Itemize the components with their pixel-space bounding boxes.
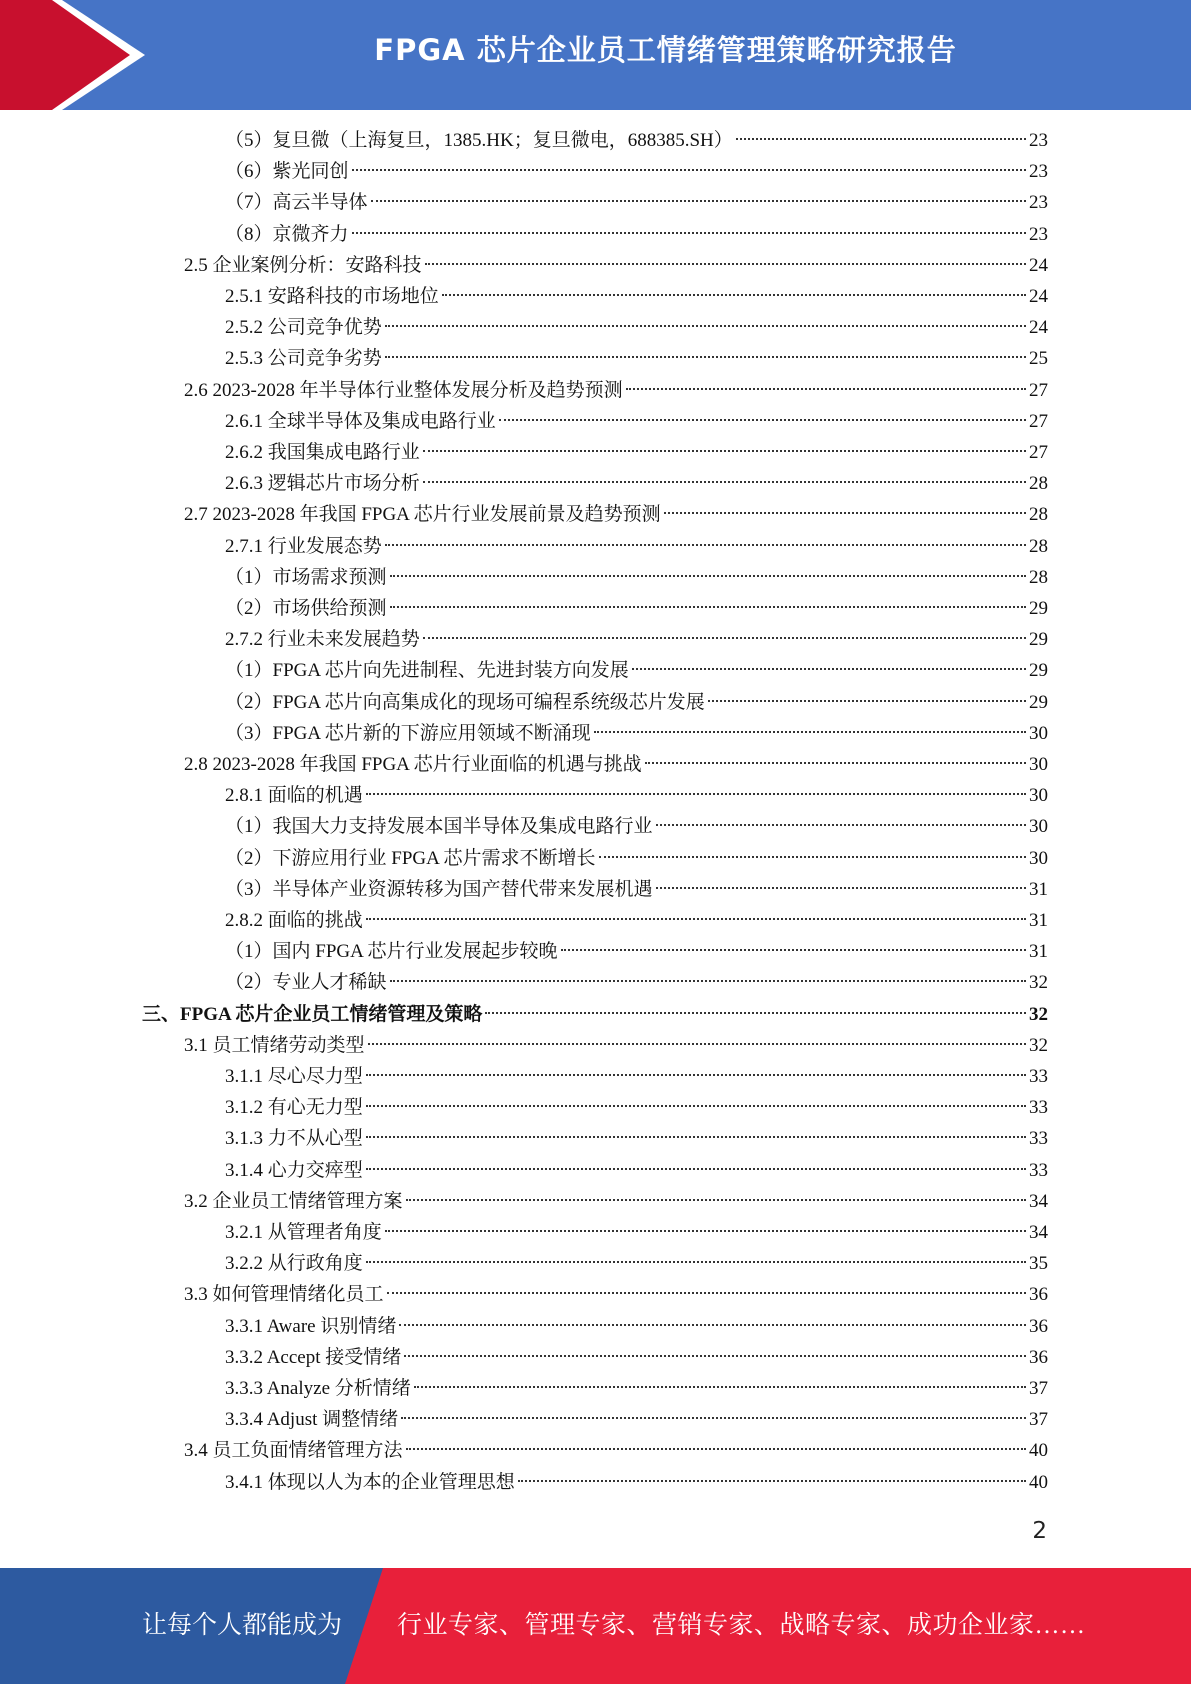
toc-entry[interactable] xyxy=(184,1280,1048,1310)
toc-dot-leader xyxy=(485,1012,1026,1014)
toc-entry-label: （1）我国大力支持发展本国半导体及集成电路行业 xyxy=(225,816,653,838)
toc-entry[interactable] xyxy=(184,1031,1048,1061)
toc-dot-leader xyxy=(425,263,1026,265)
toc-entry[interactable] xyxy=(225,937,1048,967)
toc-entry-page: 24 xyxy=(1029,254,1048,276)
toc-entry-label: （5）复旦微（上海复旦，1385.HK；复旦微电，688385.SH） xyxy=(225,130,733,151)
toc-dot-leader xyxy=(385,1230,1026,1232)
toc-dot-leader xyxy=(423,637,1026,639)
toc-dot-leader xyxy=(368,1043,1026,1045)
toc-dot-leader xyxy=(390,575,1026,577)
toc-dot-leader xyxy=(385,544,1026,546)
toc-entry-label: （2）FPGA 芯片向高集成化的现场可编程系统级芯片发展 xyxy=(225,691,705,713)
toc-dot-leader xyxy=(414,1386,1026,1388)
toc-entry-label: （2）市场供给预测 xyxy=(225,598,387,619)
toc-entry-label: 2.6.3 逻辑芯片市场分析 xyxy=(225,473,420,495)
toc-entry[interactable] xyxy=(225,968,1048,998)
toc-entry-label: 3.3.1 Aware 识别情绪 xyxy=(225,1315,397,1337)
toc-dot-leader xyxy=(645,762,1026,764)
toc-entry-page: 37 xyxy=(1029,1409,1048,1431)
toc-entry-page: 30 xyxy=(1029,816,1048,838)
toc-entry-label: 2.8.1 面临的机遇 xyxy=(225,785,363,807)
toc-entry-label: 3.4 员工负面情绪管理方法 xyxy=(184,1440,403,1462)
toc-entry[interactable] xyxy=(225,875,1048,905)
toc-entry[interactable] xyxy=(225,282,1048,312)
toc-entry-page: 32 xyxy=(1029,1003,1048,1025)
toc-entry-label: 2.7.2 行业未来发展趋势 xyxy=(225,629,420,651)
toc-entry-page: 34 xyxy=(1029,1222,1048,1243)
toc-entry-label: （8）京微齐力 xyxy=(225,223,349,245)
toc-entry-label: 3.1.4 心力交瘁型 xyxy=(225,1159,363,1181)
toc-entry[interactable] xyxy=(225,1093,1048,1123)
toc-entry[interactable] xyxy=(225,344,1048,374)
toc-entry-label: 3.3.4 Adjust 调整情绪 xyxy=(225,1409,399,1431)
toc-entry-page: 35 xyxy=(1029,1253,1048,1275)
toc-entry-label: （3）半导体产业资源转移为国产替代带来发展机遇 xyxy=(225,878,653,900)
toc-entry-page: 31 xyxy=(1029,878,1048,900)
toc-entry-label: 2.8.2 面临的挑战 xyxy=(225,910,363,931)
toc-entry-label: 3.3.2 Accept 接受情绪 xyxy=(225,1346,402,1368)
page-header xyxy=(0,0,1191,110)
toc-dot-leader xyxy=(387,1292,1026,1294)
toc-entry-page: 23 xyxy=(1029,161,1048,183)
toc-entry-page: 30 xyxy=(1029,754,1048,775)
toc-entry-page: 29 xyxy=(1029,660,1048,682)
toc-entry[interactable] xyxy=(225,1343,1048,1373)
toc-entry[interactable] xyxy=(184,376,1048,406)
toc-entry-page: 29 xyxy=(1029,691,1048,713)
toc-entry[interactable] xyxy=(142,1000,1048,1030)
toc-entry[interactable] xyxy=(225,126,1048,156)
toc-dot-leader xyxy=(366,1136,1026,1138)
toc-entry[interactable] xyxy=(225,1468,1048,1498)
toc-entry-page: 36 xyxy=(1029,1284,1048,1306)
toc-entry-page: 24 xyxy=(1029,286,1048,307)
toc-dot-leader xyxy=(599,856,1026,858)
toc-dot-leader xyxy=(518,1480,1026,1482)
toc-entry[interactable] xyxy=(225,812,1048,842)
toc-entry[interactable] xyxy=(225,906,1048,936)
toc-dot-leader xyxy=(561,949,1026,951)
toc-entry[interactable] xyxy=(225,688,1048,718)
toc-entry-page: 36 xyxy=(1029,1315,1048,1337)
toc-entry-label: 3.2.1 从管理者角度 xyxy=(225,1222,382,1243)
toc-dot-leader xyxy=(399,1324,1026,1326)
toc-entry[interactable] xyxy=(225,157,1048,187)
toc-entry-page: 30 xyxy=(1029,785,1048,807)
footer-slogan-left: 让每个人都能成为 xyxy=(142,1612,343,1639)
toc-entry-label: 2.5.2 公司竞争优势 xyxy=(225,317,382,339)
toc-entry-page: 31 xyxy=(1029,941,1048,963)
toc-entry[interactable] xyxy=(225,1374,1048,1404)
toc-entry-label: 2.7.1 行业发展态势 xyxy=(225,535,382,557)
toc-entry[interactable] xyxy=(225,313,1048,343)
toc-dot-leader xyxy=(371,200,1026,202)
toc-entry-page: 27 xyxy=(1029,410,1048,432)
toc-dot-leader xyxy=(352,232,1026,234)
toc-entry-page: 30 xyxy=(1029,847,1048,869)
toc-entry-page: 23 xyxy=(1029,130,1048,151)
toc-dot-leader xyxy=(423,450,1026,452)
toc-entry[interactable] xyxy=(184,1436,1048,1466)
toc-entry-page: 32 xyxy=(1029,972,1048,994)
toc-entry[interactable] xyxy=(225,1312,1048,1342)
toc-dot-leader xyxy=(366,1074,1026,1076)
toc-entry[interactable] xyxy=(184,251,1048,281)
toc-dot-leader xyxy=(594,731,1026,733)
toc-dot-leader xyxy=(385,325,1026,327)
toc-entry-page: 33 xyxy=(1029,1066,1048,1087)
toc-entry[interactable] xyxy=(225,438,1048,468)
report-title: FPGA 芯片企业员工情绪管理策略研究报告 xyxy=(374,33,957,67)
toc-entry[interactable] xyxy=(225,188,1048,218)
toc-dot-leader xyxy=(406,1199,1026,1201)
toc-entry[interactable] xyxy=(225,656,1048,686)
toc-entry-label: （1）FPGA 芯片向先进制程、先进封装方向发展 xyxy=(225,660,629,682)
toc-dot-leader xyxy=(390,606,1026,608)
page-footer xyxy=(0,1568,1191,1684)
toc-entry-label: （1）国内 FPGA 芯片行业发展起步较晚 xyxy=(225,941,558,963)
toc-entry-page: 34 xyxy=(1029,1190,1048,1212)
toc-entry[interactable] xyxy=(225,407,1048,437)
toc-entry-label: 三、FPGA 芯片企业员工情绪管理及策略 xyxy=(142,1003,483,1025)
toc-dot-leader xyxy=(626,388,1026,390)
toc-entry-label: 3.2 企业员工情绪管理方案 xyxy=(184,1190,403,1212)
toc-entry[interactable] xyxy=(225,625,1048,655)
toc-dot-leader xyxy=(401,1417,1026,1419)
toc-entry-page: 33 xyxy=(1029,1128,1048,1150)
toc-entry-page: 28 xyxy=(1029,473,1048,495)
toc-entry-page: 31 xyxy=(1029,910,1048,931)
toc-dot-leader xyxy=(366,1168,1026,1170)
toc-entry-page: 29 xyxy=(1029,629,1048,651)
toc-dot-leader xyxy=(385,356,1026,358)
toc-entry[interactable] xyxy=(184,750,1048,780)
toc-entry-page: 40 xyxy=(1029,1471,1048,1493)
toc-dot-leader xyxy=(664,512,1026,514)
toc-entry[interactable] xyxy=(225,1062,1048,1092)
toc-entry-label: （6）紫光同创 xyxy=(225,161,349,183)
toc-entry[interactable] xyxy=(225,1124,1048,1154)
toc-entry-page: 23 xyxy=(1029,223,1048,245)
toc-entry-page: 32 xyxy=(1029,1034,1048,1056)
toc-entry-page: 40 xyxy=(1029,1440,1048,1462)
toc-dot-leader xyxy=(499,419,1026,421)
toc-dot-leader xyxy=(366,1261,1026,1263)
toc-entry-label: 2.5.3 公司竞争劣势 xyxy=(225,348,382,370)
toc-entry-page: 29 xyxy=(1029,598,1048,619)
toc-entry[interactable] xyxy=(225,1218,1048,1248)
toc-entry[interactable] xyxy=(225,532,1048,562)
toc-entry-label: 2.6.2 我国集成电路行业 xyxy=(225,442,420,463)
toc-entry[interactable] xyxy=(225,220,1048,250)
toc-entry-page: 36 xyxy=(1029,1346,1048,1368)
toc-entry-label: 3.4.1 体现以人为本的企业管理思想 xyxy=(225,1471,515,1493)
toc-entry[interactable] xyxy=(184,1187,1048,1217)
toc-entry-page: 28 xyxy=(1029,504,1048,526)
toc-dot-leader xyxy=(404,1355,1026,1357)
toc-entry-label: 3.1 员工情绪劳动类型 xyxy=(184,1034,365,1056)
toc-entry-label: （2）下游应用行业 FPGA 芯片需求不断增长 xyxy=(225,847,596,869)
toc-entry-page: 28 xyxy=(1029,535,1048,557)
toc-entry-label: （2）专业人才稀缺 xyxy=(225,972,387,994)
toc-entry[interactable] xyxy=(225,781,1048,811)
toc-entry-label: （3）FPGA 芯片新的下游应用领域不断涌现 xyxy=(225,722,591,744)
toc-entry-label: 3.3 如何管理情绪化员工 xyxy=(184,1284,384,1306)
toc-dot-leader xyxy=(352,169,1026,171)
page-number: 2 xyxy=(1032,1518,1047,1544)
toc-entry-page: 28 xyxy=(1029,566,1048,588)
toc-entry[interactable] xyxy=(184,500,1048,530)
toc-entry[interactable] xyxy=(225,719,1048,749)
toc-entry-page: 25 xyxy=(1029,348,1048,370)
toc-dot-leader xyxy=(423,481,1026,483)
toc-entry-page: 33 xyxy=(1029,1159,1048,1181)
toc-entry-label: 3.1.3 力不从心型 xyxy=(225,1128,363,1150)
toc-entry[interactable] xyxy=(225,469,1048,499)
toc-dot-leader xyxy=(442,294,1026,296)
toc-entry-label: 2.5.1 安路科技的市场地位 xyxy=(225,286,439,307)
toc-entry[interactable] xyxy=(225,1405,1048,1435)
toc-dot-leader xyxy=(656,824,1026,826)
toc-dot-leader xyxy=(406,1448,1026,1450)
toc-entry-label: 2.6 2023-2028 年半导体行业整体发展分析及趋势预测 xyxy=(184,379,623,401)
toc-entry-label: 2.7 2023-2028 年我国 FPGA 芯片行业发展前景及趋势预测 xyxy=(184,504,661,526)
toc-dot-leader xyxy=(366,918,1026,920)
toc-entry[interactable] xyxy=(225,1249,1048,1279)
toc-entry-page: 27 xyxy=(1029,379,1048,401)
toc-dot-leader xyxy=(632,668,1026,670)
toc-entry-page: 23 xyxy=(1029,192,1048,214)
toc-dot-leader xyxy=(736,138,1026,140)
toc-entry-label: 3.1.2 有心无力型 xyxy=(225,1097,363,1119)
footer-slogan-right: 行业专家、管理专家、营销专家、战略专家、成功企业家…… xyxy=(397,1612,1086,1639)
toc-entry-page: 33 xyxy=(1029,1097,1048,1119)
toc-entry-label: （1）市场需求预测 xyxy=(225,566,387,588)
toc-entry-label: （7）高云半导体 xyxy=(225,192,368,214)
toc-entry-page: 27 xyxy=(1029,442,1048,463)
toc-entry[interactable] xyxy=(225,594,1048,624)
toc-entry-page: 30 xyxy=(1029,722,1048,744)
toc-dot-leader xyxy=(708,700,1026,702)
toc-entry-label: 3.3.3 Analyze 分析情绪 xyxy=(225,1378,411,1399)
toc-entry-label: 2.6.1 全球半导体及集成电路行业 xyxy=(225,410,496,432)
toc-entry[interactable] xyxy=(225,563,1048,593)
toc-dot-leader xyxy=(366,1105,1026,1107)
toc-entry-label: 3.1.1 尽心尽力型 xyxy=(225,1066,363,1087)
toc-entry-page: 37 xyxy=(1029,1378,1048,1399)
toc-entry-label: 2.8 2023-2028 年我国 FPGA 芯片行业面临的机遇与挑战 xyxy=(184,754,642,775)
toc-entry[interactable] xyxy=(225,844,1048,874)
toc-dot-leader xyxy=(390,980,1026,982)
toc-entry-page: 24 xyxy=(1029,317,1048,339)
toc-entry[interactable] xyxy=(225,1156,1048,1186)
toc-entry-label: 2.5 企业案例分析：安路科技 xyxy=(184,254,422,276)
toc-dot-leader xyxy=(366,793,1026,795)
toc-entry-label: 3.2.2 从行政角度 xyxy=(225,1253,363,1275)
toc-dot-leader xyxy=(656,887,1026,889)
